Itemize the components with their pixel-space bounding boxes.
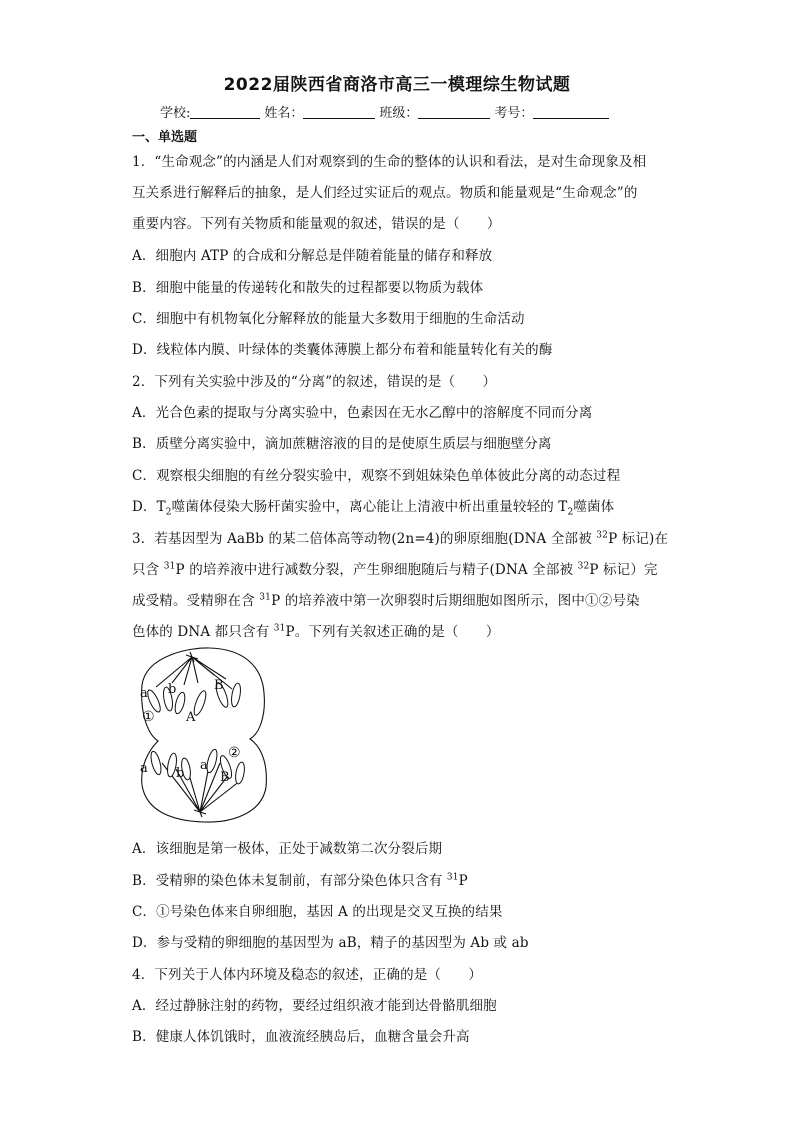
section-heading: 一、单选题 — [132, 130, 198, 145]
q4-option-a: A．经过静脉注射的药物，要经过组织液才能到达骨骼肌细胞 — [132, 998, 497, 1014]
label-a-bottom-left: a — [140, 761, 148, 776]
chromosome-bottom-6 — [234, 761, 246, 784]
q3-option-c: C．①号染色体来自卵细胞，基因 A 的出现是交叉互换的结果 — [132, 904, 503, 920]
label-b-bottom: b — [176, 766, 185, 781]
dividing-cell-figure — [132, 645, 272, 825]
q3-option-b: B．受精卵的染色体未复制前，有部分染色体只含有 $^{31}$P — [132, 872, 468, 889]
q2-option-a: A．光合色素的提取与分离实验中，色素因在无水乙醇中的溶解度不同而分离 — [132, 405, 593, 421]
q1-option-b: B．细胞中能量的传递转化和散失的过程都要以物质为载体 — [132, 280, 484, 296]
q1-option-c: C．细胞中有机物氧化分解释放的能量大多数用于细胞的生命活动 — [132, 311, 525, 327]
q3-option-a: A．该细胞是第一极体，正处于减数第二次分裂后期 — [132, 841, 443, 857]
school-label: 学校: — [160, 106, 191, 121]
q1-option-d: D．线粒体内膜、叶绿体的类囊体薄膜上都分布着和能量转化有关的酶 — [132, 342, 553, 358]
q3-stem-line2: 只含 $^{31}$P 的培养液中进行减数分裂，产生卵细胞随后与精子(DNA 全部被 $^{32}$P 标记）完 — [132, 561, 658, 578]
class-label: 班级： — [379, 106, 419, 121]
label-b-top: b — [168, 682, 177, 697]
label-B-top: B — [214, 678, 224, 693]
page-title: 2022届陕西省商洛市高三一模理综生物试题 — [223, 75, 571, 95]
q1-stem-line2: 互关系进行解释后的抽象，是人们经过实证后的观点。物质和能量观是“生命观念”的 — [132, 185, 638, 201]
q2-option-d: D．$T_2$噬菌体侵染大肠杆菌实验中，离心能让上清液中析出重量较轻的 $T_2$噬菌体 — [132, 499, 615, 518]
q2-option-b: B．质壁分离实验中，滴加蔗糖溶液的目的是使原生质层与细胞壁分离 — [132, 436, 552, 452]
q4-option-b: B．健康人体饥饿时，血液流经胰岛后，血糖含量会升高 — [132, 1029, 470, 1045]
q1-option-a: A．细胞内 ATP 的合成和分解总是伴随着能量的储存和释放 — [132, 248, 493, 264]
label-A-top: A — [186, 710, 196, 725]
q1-stem-line1: 1．“生命观念”的内涵是人们对观察到的生命的整体的认识和看法，是对生命现象及相 — [132, 154, 647, 170]
label-circle-2: ② — [228, 745, 241, 761]
name-field[interactable] — [303, 104, 375, 119]
school-field[interactable] — [190, 104, 260, 119]
q2-option-c: C．观察根尖细胞的有丝分裂实验中，观察不到姐妹染色单体彼此分离的动态过程 — [132, 468, 621, 484]
q3-option-d: D．参与受精的卵细胞的基因型为 aB，精子的基因型为 Ab 或 ab — [132, 935, 529, 951]
cell-membrane — [142, 648, 267, 822]
number-label: 考号： — [494, 106, 534, 121]
q3-stem-line4: 色体的 DNA 都只含有 $^{31}$P。下列有关叙述正确的是（ ） — [132, 623, 500, 640]
student-info-row — [160, 102, 613, 121]
name-label: 姓名： — [264, 106, 304, 121]
q3-stem-line3: 成受精。受精卵在含 $^{31}$P 的培养液中第一次卵裂时后期细胞如图所示，图中①②号染 — [132, 592, 640, 609]
label-B-bottom: B — [220, 770, 230, 785]
q2-stem: 2．下列有关实验中涉及的“分离”的叙述，错误的是（ ） — [132, 374, 497, 390]
q4-stem: 4．下列关于人体内环境及稳态的叙述，正确的是（ ） — [132, 967, 482, 983]
q1-stem-line3: 重要内容。下列有关物质和能量观的叙述，错误的是（ ） — [132, 216, 501, 232]
label-a-bottom-mid: a — [200, 758, 208, 773]
chromosome-top-6 — [230, 682, 242, 707]
number-field[interactable] — [533, 104, 609, 119]
chromosome-bottom-1 — [149, 750, 163, 775]
class-field[interactable] — [418, 104, 490, 119]
label-a-top: a — [140, 686, 148, 701]
label-circle-1: ① — [142, 709, 155, 725]
q3-stem-line1: 3．若基因型为 AaBb 的某二倍体高等动物(2n=4)的卵原细胞(DNA 全部被 $^{32}$P 标记)在 — [132, 530, 669, 547]
